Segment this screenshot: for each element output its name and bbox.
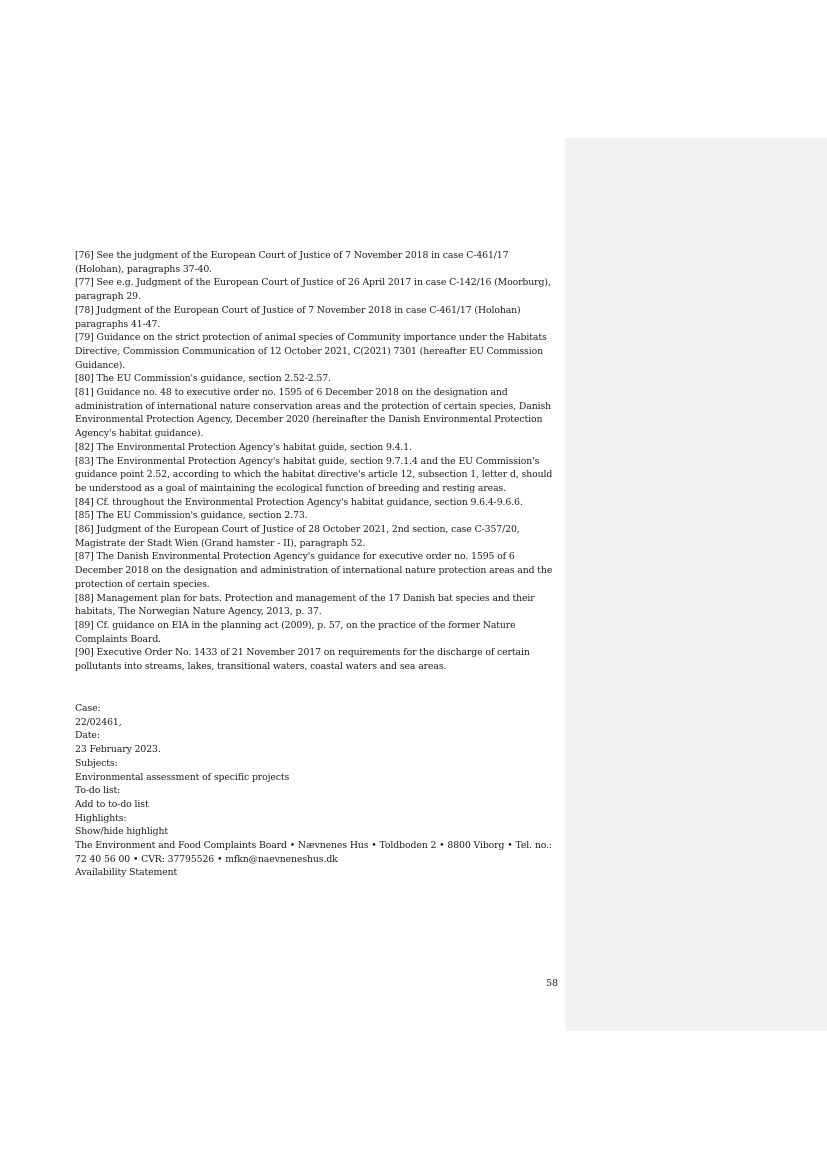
footnote-85: [85] The EU Commission's guidance, section 2.73. [75,510,308,522]
footnote-79: [79] Guidance on the strict protection of animal species of Community importance under the Habitats Directive, Commission Communication of 12 October 2021, C(2021) 7301 (hereafter EU Commission Guidance). [75,332,547,371]
footnote-88: [88] Management plan for bats. Protection and management of the 17 Danish bat species and their habitats, The Norwegian Nature Agency, 2013, p. 37. [75,592,535,618]
footnote-81: [81] Guidance no. 48 to executive order no. 1595 of 6 December 2018 on the designation and administration of international nature conservation areas and the protection of certain species, Danish Environmental Protection Agency, December 2020 (hereinafter the Danish Environmental Protection Agency's habitat guidance). [75,387,552,440]
case-metadata [75,702,559,880]
footnote-87: [87] The Danish Environmental Protection Agency's guidance for executive order no. 1595 of 6 December 2018 on the designation and administration of international nature protection areas and the protection of certain species. [75,551,553,590]
page-number: 58 [546,978,558,989]
footnote-86: [86] Judgment of the European Court of Justice of 28 October 2021, 2nd section, case C-357/20, Magistrate der Stadt Wien (Grand hamster - II), paragraph 52. [75,524,520,549]
footnote-89: [89] Cf. guidance on EIA in the planning act (2009), p. 57, on the practice of the former Nature Complaints Board. [75,619,516,645]
date-label: Date: [75,730,100,742]
comment-margin-pane [565,138,827,1031]
footer-contact: The Environment and Food Complaints Board • Nævnenes Hus • Toldboden 2 • 8800 Viborg • Tel. no.: 72 40 56 00 • CVR: 37795526 • mfkn@naevneneshus.dk [75,840,552,865]
footnote-84: [84] Cf. throughout the Environmental Protection Agency's habitat guidance, section 9.6.4-9.6.6. [75,496,523,508]
footnote-76: [76] See the judgment of the European Court of Justice of 7 November 2018 in case C-461/17 (Holohan), paragraphs 37-40. [75,250,509,275]
footnote-77: [77] See e.g. Judgment of the European Court of Justice of 26 April 2017 in case C-142/16 (Moorburg), paragraph 29. [75,277,551,303]
footnote-83: [83] The Environmental Protection Agency's habitat guide, section 9.7.1.4 and the EU Commission's guidance point 2.52, according to which the habitat directive's article 12, subsection 1, letter d, should be understood as a goal of maintaining the ecological function of breeding and resting areas. [75,455,553,494]
todo-label: To-do list: [75,785,121,797]
availability-statement-link[interactable]: Availability Statement [75,867,178,879]
date-value: 23 February 2023. [75,744,161,756]
subjects-label: Subjects: [75,757,118,769]
footnote-90: [90] Executive Order No. 1433 of 21 November 2017 on requirements for the discharge of certain pollutants into streams, lakes, transitional waters, coastal waters and sea areas. [75,647,530,673]
toggle-highlight-link[interactable]: Show/hide highlight [75,826,169,838]
footnotes-section [75,249,559,674]
footnote-78: [78] Judgment of the European Court of Justice of 7 November 2018 in case C-461/17 (Holohan) paragraphs 41-47. [75,304,521,330]
highlights-label: Highlights: [75,812,127,824]
footnote-82: [82] The Environmental Protection Agency's habitat guide, section 9.4.1. [75,441,412,453]
case-number: 22/02461, [75,716,122,728]
footnote-80: [80] The EU Commission's guidance, section 2.52-2.57. [75,373,331,385]
case-label: Case: [75,703,101,714]
add-to-todo-link[interactable]: Add to to-do list [75,798,149,810]
subjects-value: Environmental assessment of specific projects [75,771,290,783]
